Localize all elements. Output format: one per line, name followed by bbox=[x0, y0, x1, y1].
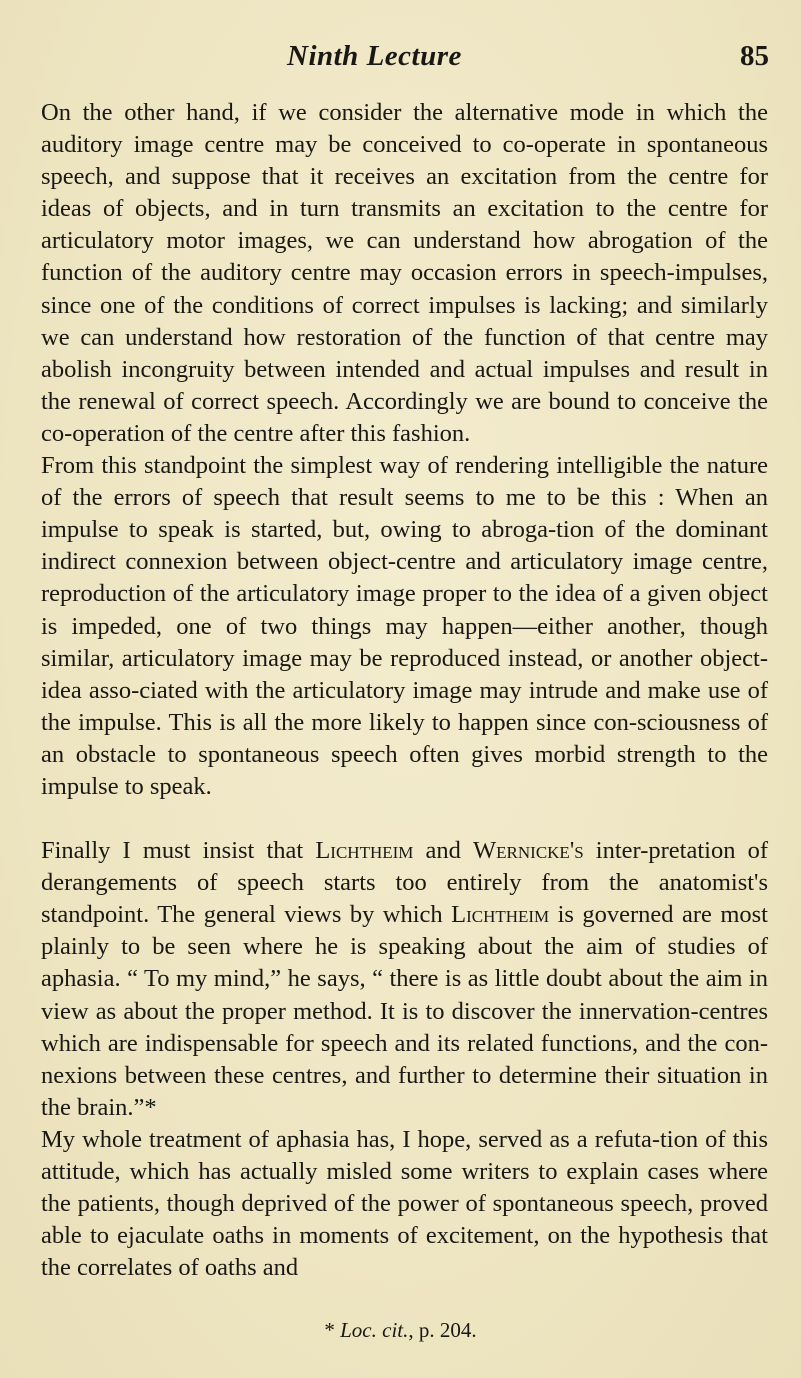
paragraph-3-text-a: Finally I must insist that bbox=[41, 837, 316, 865]
paragraph-3-text-d: is governed are most plainly to be seen where he is speaking about the aim of studies of aphasia. “ To my mind,” he says, “ there is as little doubt about the aim in view as about the proper method. It is to discover the innervation-centres which are indispensable for speech and its related functions, and the con-nexions between these centres, and further to determine their situation in the brain.”* bbox=[41, 901, 768, 1121]
footnote bbox=[0, 1318, 801, 1343]
paragraph-4: My whole treatment of aphasia has, I hope, served as a refuta-tion of this attitude, which has actually misled some writers to explain cases where the patients, though deprived of the power of spontaneous speech, proved able to ejaculate oaths in moments of excitement, on the hypothesis that the correlates of oaths and bbox=[41, 1125, 768, 1282]
footnote-reference: Loc. cit. bbox=[340, 1318, 409, 1342]
footnote-marker: * bbox=[324, 1318, 341, 1342]
running-head: Ninth Lecture bbox=[287, 40, 462, 72]
author-name-lichtheim: Lichtheim bbox=[315, 837, 414, 865]
author-name-wernicke: Wernicke's bbox=[473, 837, 584, 865]
paragraph-3-text-b: and bbox=[413, 837, 474, 865]
page-number: 85 bbox=[740, 40, 769, 72]
author-name-lichtheim-2: Lichtheim bbox=[451, 901, 550, 929]
paragraph-3 bbox=[41, 835, 768, 1124]
paragraph-3-text-c: inter-pretation of derangements of speech starts too entirely from the anatomist's standpoint. The general views by which bbox=[41, 837, 768, 929]
footnote-page: , p. 204. bbox=[408, 1318, 477, 1342]
paragraph-2: From this standpoint the simplest way of rendering intelligible the nature of the errors of speech that result seems to me to be this : When an impulse to speak is started, but, owing to abroga-tion of the dominant indirect connexion between object-centre and articulatory image centre, reproduction of the articulatory image proper to the idea of a given object is impeded, one of two things may happen—either another, though similar, articulatory image may be reproduced instead, or another object-idea asso-ciated with the articulatory image may intrude and make use of the impulse. This is all the more likely to happen since con-sciousness of an obstacle to spontaneous speech often gives morbid strength to the impulse to speak. bbox=[41, 452, 768, 800]
page-header bbox=[0, 40, 801, 84]
section-gap bbox=[41, 803, 768, 835]
paragraph-1: On the other hand, if we consider the alternative mode in which the auditory image centre may be conceived to co-operate in spontaneous speech, and suppose that it receives an excitation from the centre for ideas of objects, and in turn transmits an excitation to the centre for articulatory motor images, we can understand how abrogation of the function of the auditory centre may occasion errors in speech-impulses, since one of the conditions of correct impulses is lacking; and similarly we can understand how restoration of the function of that centre may abolish incongruity between intended and actual impulses and result in the renewal of correct speech. Accordingly we are bound to conceive the co-operation of the centre after this fashion. bbox=[41, 99, 768, 447]
body-text bbox=[41, 97, 768, 1284]
